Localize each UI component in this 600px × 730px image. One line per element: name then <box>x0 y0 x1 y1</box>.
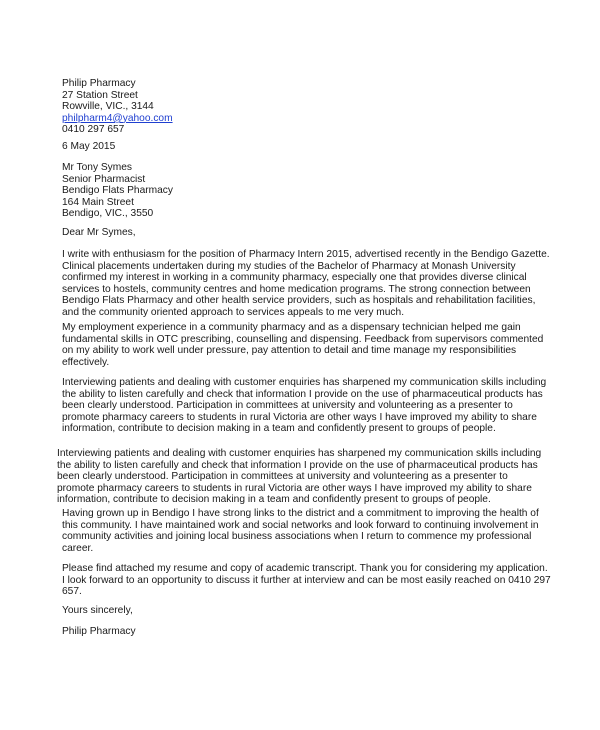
recipient-company: Bendigo Flats Pharmacy <box>62 185 173 197</box>
paragraph-line: fundamental skills in OTC prescribing, counselling and dispensing. Feedback from supervisors commented <box>62 333 544 345</box>
paragraph-line: Bendigo Flats Pharmacy and other health service providers, such as hospitals and rehabilitation facilities, <box>62 295 536 307</box>
paragraph-line: promote pharmacy careers to students in rural Victoria are other ways I have improved my ability to share <box>57 482 532 494</box>
paragraph-communication-duplicate <box>57 448 542 506</box>
paragraph-line: the ability to listen carefully and check that information I provide on the use of pharmaceutical products has <box>62 388 543 400</box>
paragraph-line: confirmed my interest in working in a community pharmacy, especially one that provides diverse clinical <box>62 272 527 284</box>
paragraph-line: Interviewing patients and dealing with customer enquiries has sharpened my communication skills including <box>62 377 547 388</box>
sender-address <box>62 78 542 136</box>
salutation <box>62 227 542 239</box>
salutation-text: Dear Mr Symes, <box>62 227 136 238</box>
sender-city: Rowville, VIC., 3144 <box>62 101 154 113</box>
signature-text: Philip Pharmacy <box>62 626 136 637</box>
paragraph-experience <box>62 322 542 368</box>
paragraph-communication <box>62 377 547 435</box>
paragraph-line: I write with enthusiasm for the position of Pharmacy Intern 2015, advertised recently in the Bendigo Gazette. <box>62 249 550 260</box>
closing <box>62 605 542 617</box>
closing-text: Yours sincerely, <box>62 605 133 616</box>
paragraph-line: career. <box>62 542 94 554</box>
paragraph-line: and the community oriented approach to services appeals to me very much. <box>62 306 405 318</box>
letter-date <box>62 141 542 153</box>
paragraph-community <box>62 508 542 554</box>
recipient-address <box>62 162 542 220</box>
paragraph-line: Clinical placements undertaken during my studies of the Bachelor of Pharmacy at Monash University <box>62 260 516 272</box>
recipient-street: 164 Main Street <box>62 196 134 208</box>
paragraph-line: I look forward to an opportunity to discuss it further at interview and can be most easily reached on 0410 297 <box>62 574 551 586</box>
paragraph-line: promote pharmacy careers to students in rural Victoria are other ways I have improved my ability to share <box>62 411 537 423</box>
paragraph-line: information, contribute to decision making in a team and confidently present to groups of people. <box>62 423 496 435</box>
paragraph-line: this community. I have maintained work and social networks and look forward to continuing involvement in <box>62 519 539 531</box>
signature <box>62 626 542 638</box>
recipient-name: Mr Tony Symes <box>62 162 133 173</box>
recipient-city: Bendigo, VIC., 3550 <box>62 208 154 220</box>
paragraph-line: 657. <box>62 586 82 598</box>
paragraph-line: been clearly understood. Participation in committees at university and volunteering as a presenter to <box>57 471 508 483</box>
paragraph-line: My employment experience in a community pharmacy and as a dispensary technician helped me gain <box>62 322 521 333</box>
sender-phone: 0410 297 657 <box>62 124 125 136</box>
paragraph-line: Having grown up in Bendigo I have strong links to the district and a commitment to improving the health of <box>62 508 539 519</box>
paragraph-line: services to hostels, community centres and home medication programs. The strong connection between <box>62 283 531 295</box>
paragraph-intro <box>62 249 550 319</box>
date-text: 6 May 2015 <box>62 141 116 152</box>
recipient-title: Senior Pharmacist <box>62 173 146 185</box>
paragraph-line: information, contribute to decision making in a team and confidently present to groups of people. <box>57 494 491 506</box>
sender-name: Philip Pharmacy <box>62 78 136 89</box>
paragraph-closing <box>62 563 551 598</box>
paragraph-line: on my ability to work well under pressure, pay attention to detail and time manage my responsibilities <box>62 345 517 357</box>
paragraph-line: Interviewing patients and dealing with customer enquiries has sharpened my communication skills including <box>57 448 542 459</box>
paragraph-line: effectively. <box>62 356 110 368</box>
paragraph-line: been clearly understood. Participation in committees at university and volunteering as a presenter to <box>62 400 513 412</box>
sender-street: 27 Station Street <box>62 89 138 101</box>
paragraph-line: community activities and joining local business associations when I return to commence my professional <box>62 531 532 543</box>
sender-email-link[interactable]: philpharm4@yahoo.com <box>62 112 173 124</box>
paragraph-line: the ability to listen carefully and check that information I provide on the use of pharmaceutical products has <box>57 459 538 471</box>
paragraph-line: Please find attached my resume and copy of academic transcript. Thank you for considering my application. <box>62 563 548 574</box>
